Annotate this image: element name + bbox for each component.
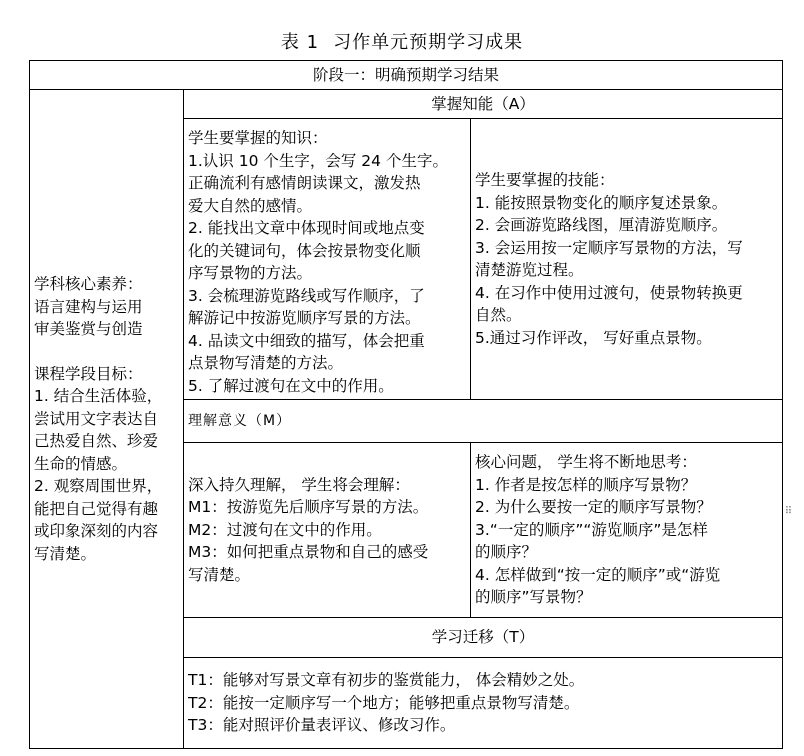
knowledge-line: 正确流利有感情朗读课文，激发热 — [188, 174, 421, 192]
skills-line: 3. 会运用按一定顺序写景物的方法，写 — [475, 238, 743, 257]
section-a-header: 掌握知能（A） — [431, 94, 535, 113]
skills-line: 自然。 — [475, 306, 522, 324]
skills-line: 1. 能按照景物变化的顺序复述景象。 — [475, 193, 728, 212]
table-number: 表 1 — [280, 32, 320, 53]
core-question-line: 2. 为什么要按一定的顺序写景物？ — [475, 498, 712, 517]
understanding-line: M2：过渡句在文中的作用。 — [188, 520, 382, 539]
knowledge-line: 3. 会梳理游览路线或写作顺序，了 — [188, 286, 425, 305]
knowledge-line: 1.认识 10 个生字，会写 24 个生字。 — [188, 151, 448, 170]
transfer-line: T1：能够对写景文章有初步的鉴赏能力， 体会精妙之处。 — [188, 671, 585, 690]
transfer-cell — [184, 658, 783, 749]
transfer-line: T3：能对照评价量表评议、修改习作。 — [188, 716, 456, 735]
stage-header: 阶段一：明确预期学习结果 — [313, 65, 500, 84]
understanding-line: 写清楚。 — [188, 565, 251, 584]
understanding-line: M1：按游览先后顺序写景的方法。 — [188, 498, 429, 517]
understanding-line: M3：如何把重点景物和自己的感受 — [188, 543, 429, 562]
section-t-header-cell — [184, 618, 783, 658]
transfer-line: T2：能按一定顺序写一个地方；能够把重点景物写清楚。 — [188, 693, 580, 712]
core-question-line: 4. 怎样做到“按一定的顺序”或“游览 — [475, 565, 721, 584]
section-a-header-cell — [184, 90, 783, 119]
core-question-line: 核心问题， 学生将不断地思考： — [475, 453, 697, 472]
knowledge-line: 解游记中按游览顺序写景的方法。 — [188, 309, 421, 327]
knowledge-line: 4. 品读文中细致的描写，体会把重 — [188, 331, 425, 350]
core-literacy-line: 生命的情感。 — [34, 454, 128, 473]
skills-line: 清楚游览过程。 — [475, 261, 584, 279]
core-literacy-line: 尝试用文字表达自 — [34, 409, 159, 428]
core-literacy-line: 能把自己觉得有趣 — [34, 499, 159, 518]
section-m-header: 理解意义（M） — [188, 413, 292, 430]
skills-line: 学生要掌握的技能： — [475, 171, 615, 189]
core-literacy-line: 语言建构与运用 — [34, 297, 143, 316]
learning-outcomes-table — [29, 60, 793, 749]
skills-line: 2. 会画游览路线图，厘清游览顺序。 — [475, 216, 728, 234]
core-literacy-line: 或印象深刻的内容 — [34, 522, 159, 540]
skills-line: 5.通过习作评改， 写好重点景物。 — [475, 328, 712, 347]
table-title: 习作单元预期学习成果 — [333, 32, 524, 53]
core-literacy-line: 写清楚。 — [34, 544, 97, 563]
stage-header-cell — [30, 61, 783, 90]
core-literacy-line: 审美鉴赏与创造 — [34, 320, 143, 338]
understanding-line: 深入持久理解， 学生将会理解： — [188, 475, 410, 494]
core-question-line: 的顺序”写景物？ — [475, 588, 592, 607]
section-t-header: 学习迁移（T） — [431, 628, 535, 647]
core-literacy-line — [34, 341, 179, 363]
core-literacy-line: 2. 观察周围世界， — [34, 477, 163, 495]
knowledge-line: 点景物写清楚的方法。 — [188, 354, 344, 372]
skills-line: 4. 在习作中使用过渡句，使景物转换更 — [475, 283, 743, 302]
knowledge-line: 化的关键词句，体会按景物变化顺 — [188, 241, 421, 260]
core-question-line: 的顺序？ — [475, 543, 538, 562]
left-column-cell — [30, 90, 184, 749]
knowledge-line: 序写景物的方法。 — [188, 264, 313, 282]
knowledge-line: 5. 了解过渡句在文中的作用。 — [188, 376, 394, 395]
core-literacy-line: 己热爱自然、珍爱 — [34, 432, 159, 450]
knowledge-line: 爱大自然的感情。 — [188, 196, 313, 215]
section-m-header-cell — [184, 400, 783, 443]
core-question-line: 1. 作者是按怎样的顺序写景物？ — [475, 475, 697, 494]
drag-handle-icon[interactable]: ⠿ — [784, 506, 793, 517]
core-literacy-line: 课程学段目标： — [34, 364, 143, 383]
knowledge-line: 2. 能找出文章中体现时间或地点变 — [188, 219, 425, 237]
core-literacy-line: 学科核心素养： — [34, 275, 143, 293]
knowledge-cell — [184, 119, 471, 400]
knowledge-line: 学生要掌握的知识： — [188, 129, 328, 147]
questions-cell — [471, 443, 793, 618]
core-literacy-line: 1. 结合生活体验， — [34, 387, 163, 405]
understanding-cell — [184, 443, 471, 618]
table-caption — [0, 28, 804, 54]
skills-cell — [471, 119, 783, 400]
core-question-line: 3.“一定的顺序”“游览顺序”是怎样 — [475, 520, 708, 539]
